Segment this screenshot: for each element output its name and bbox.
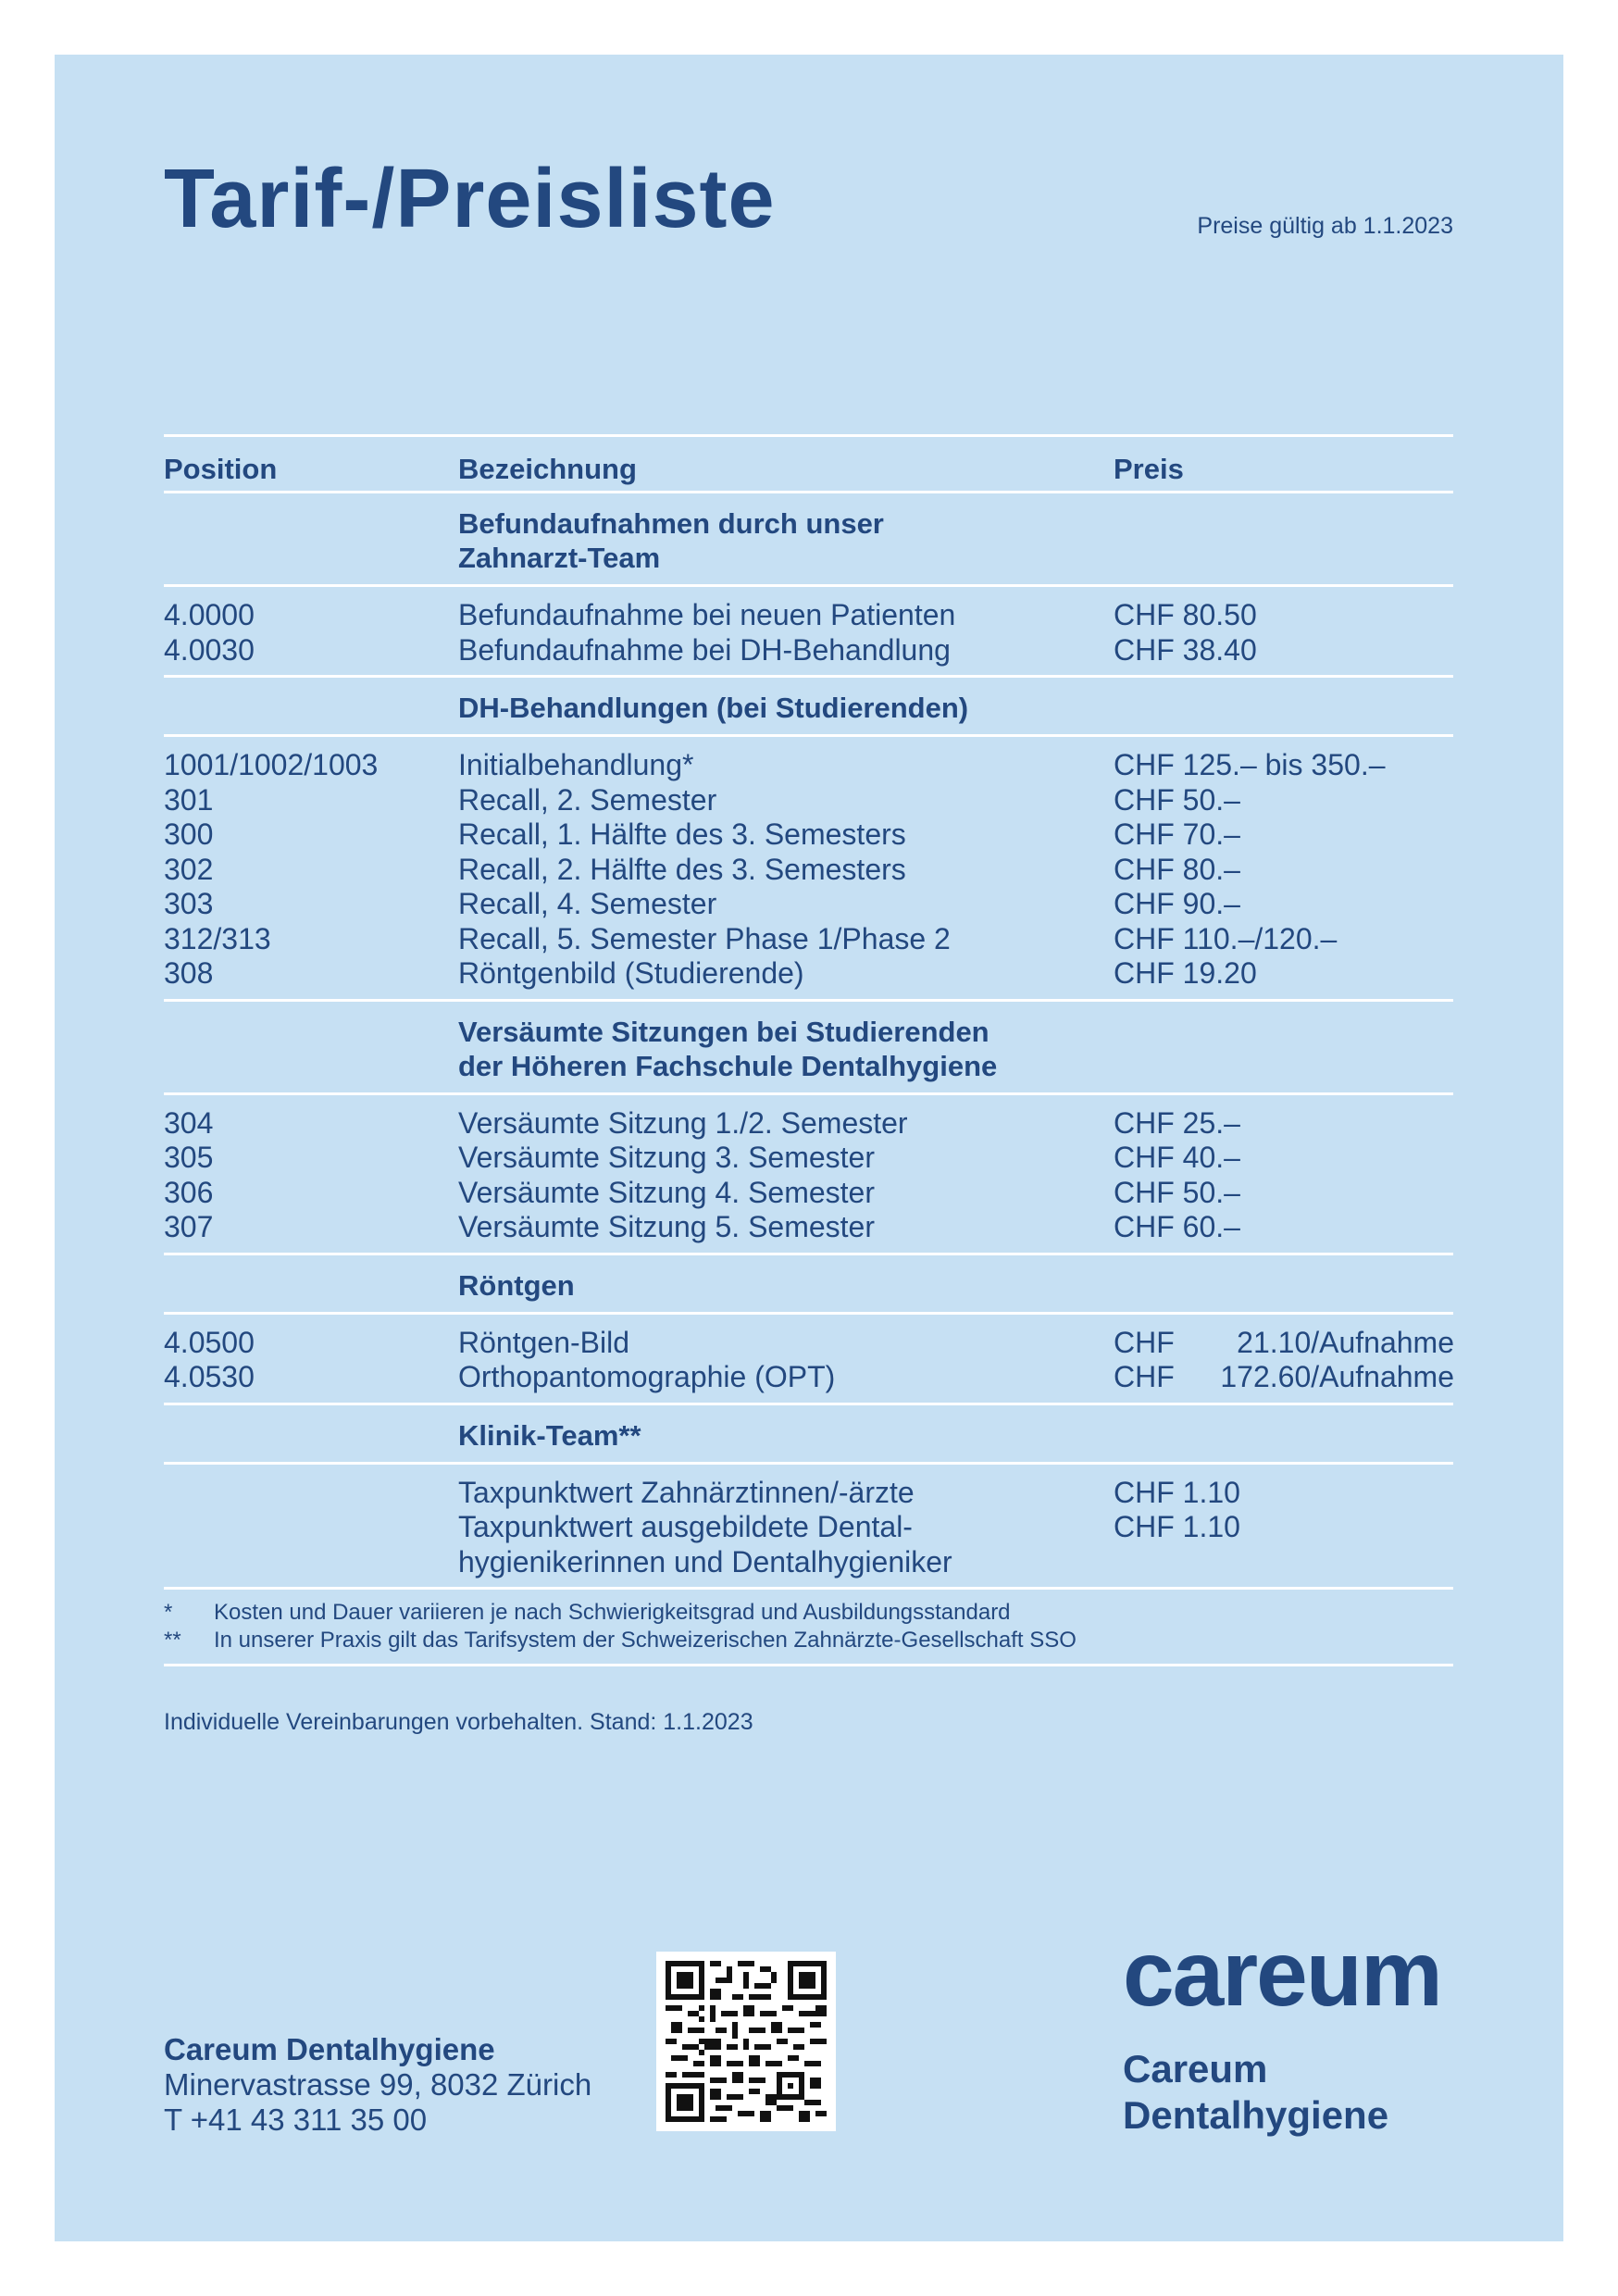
row-price: CHF 40.– xyxy=(1114,1141,1240,1174)
price-value: 172.60/Aufnahme xyxy=(1220,1360,1454,1393)
row-position: 312/313 xyxy=(164,921,271,955)
row-label: Recall, 2. Hälfte des 3. Semesters xyxy=(458,852,906,886)
table-row xyxy=(164,1510,1453,1545)
row-price: CHF 38.40 xyxy=(1114,632,1257,667)
footnote xyxy=(164,1627,1453,1654)
row-label: Röntgenbild (Studierende) xyxy=(458,956,804,990)
row-price xyxy=(1114,1326,1454,1360)
table-row xyxy=(164,1141,1453,1176)
footnotes xyxy=(164,1590,1453,1664)
row-position: 1001/1002/1003 xyxy=(164,748,379,781)
row-position: 308 xyxy=(164,956,214,990)
row-label: Recall, 4. Semester xyxy=(458,887,717,920)
table-row xyxy=(164,817,1453,853)
group-title-line: Versäumte Sitzungen bei Studierenden xyxy=(458,1015,989,1048)
group-title xyxy=(164,1002,1453,1092)
group-title-line: Befundaufnahmen durch unser xyxy=(458,507,884,540)
qr-code-graphic xyxy=(666,1961,827,2122)
row-position: 301 xyxy=(164,782,214,817)
row-price xyxy=(1114,1360,1454,1394)
group-title-line: Röntgen xyxy=(458,1268,575,1302)
individual-note: Individuelle Vereinbarungen vorbehalten. Stand: 1.1.2023 xyxy=(164,1709,753,1735)
row-price: CHF 50.– xyxy=(1114,1175,1240,1209)
row-label: hygienikerinnen und Dentalhygieniker xyxy=(458,1544,952,1578)
row-label: Befundaufnahme bei DH-Behandlung xyxy=(458,632,951,667)
row-label: Recall, 1. Hälfte des 3. Semesters xyxy=(458,817,906,851)
footnote-mark: * xyxy=(164,1600,173,1625)
row-price: CHF 110.–/120.– xyxy=(1114,921,1338,955)
group-title-line: DH-Behandlungen (bei Studierenden) xyxy=(458,692,969,724)
divider xyxy=(164,1664,1453,1666)
group-rows xyxy=(164,737,1453,999)
row-price: CHF 1.10 xyxy=(1114,1510,1240,1543)
group-title xyxy=(164,678,1453,734)
header-position: Position xyxy=(164,453,278,485)
group-title xyxy=(164,1405,1453,1462)
row-label: Befundaufnahme bei neuen Patienten xyxy=(458,598,956,631)
price-prefix: CHF xyxy=(1114,1360,1175,1393)
validity-note: Preise gültig ab 1.1.2023 xyxy=(1197,213,1453,239)
table-row xyxy=(164,853,1453,888)
row-label: Versäumte Sitzung 1./2. Semester xyxy=(458,1105,908,1140)
row-label: Röntgen-Bild xyxy=(458,1325,629,1359)
table-row xyxy=(164,1326,1453,1361)
table-row xyxy=(164,956,1453,992)
row-label: Taxpunktwert ausgebildete Dental- xyxy=(458,1510,913,1543)
price-value: 21.10/Aufnahme xyxy=(1237,1325,1454,1359)
row-price: CHF 80.50 xyxy=(1114,598,1257,631)
price-table xyxy=(164,434,1453,1666)
row-label: Versäumte Sitzung 5. Semester xyxy=(458,1210,875,1243)
table-row xyxy=(164,1106,1453,1142)
footnote-mark: ** xyxy=(164,1628,181,1653)
address-street: Minervastrasse 99, 8032 Zürich xyxy=(164,2067,592,2102)
row-position: 4.0500 xyxy=(164,1325,255,1359)
brand-name xyxy=(1123,2046,1388,2139)
row-label: Versäumte Sitzung 3. Semester xyxy=(458,1141,875,1174)
address-name: Careum Dentalhygiene xyxy=(164,2032,495,2066)
row-position: 4.0030 xyxy=(164,632,255,667)
header-price: Preis xyxy=(1114,453,1184,485)
price-prefix: CHF xyxy=(1114,1325,1175,1359)
address-phone[interactable]: T +41 43 311 35 00 xyxy=(164,2103,428,2137)
group-rows xyxy=(164,1315,1453,1403)
group-title-line: Klinik-Team** xyxy=(458,1418,641,1452)
table-row xyxy=(164,1210,1453,1245)
header-label: Bezeichnung xyxy=(458,453,637,485)
row-price: CHF 80.– xyxy=(1114,852,1240,886)
careum-logo: careum xyxy=(1123,1922,1441,2026)
row-label: Orthopantomographie (OPT) xyxy=(458,1360,836,1393)
row-price: CHF 125.– bis 350.– xyxy=(1114,748,1386,781)
footnote-text: In unserer Praxis gilt das Tarifsystem der Schweizerischen Zahnärzte-Gesellschaft SSO xyxy=(214,1628,1077,1653)
address-block xyxy=(164,2032,591,2138)
row-position: 307 xyxy=(164,1210,214,1243)
table-row xyxy=(164,633,1453,668)
row-price: CHF 70.– xyxy=(1114,817,1240,851)
group-rows xyxy=(164,1465,1453,1588)
row-position: 306 xyxy=(164,1175,214,1209)
group-title xyxy=(164,493,1453,584)
row-position: 4.0000 xyxy=(164,598,255,631)
row-label: Recall, 2. Semester xyxy=(458,782,717,817)
row-price: CHF 90.– xyxy=(1114,887,1240,920)
row-position: 305 xyxy=(164,1141,214,1174)
row-label: Initialbehandlung* xyxy=(458,748,694,781)
footnote xyxy=(164,1599,1453,1627)
group-rows xyxy=(164,1095,1453,1253)
row-price: CHF 19.20 xyxy=(1114,956,1257,990)
page-title: Tarif-/Preisliste xyxy=(164,153,776,245)
brand-line: Careum xyxy=(1123,2047,1268,2090)
row-position: 4.0530 xyxy=(164,1360,255,1393)
table-row xyxy=(164,748,1453,783)
row-label: Recall, 5. Semester Phase 1/Phase 2 xyxy=(458,921,951,955)
row-position: 304 xyxy=(164,1105,214,1140)
table-row xyxy=(164,598,1453,633)
table-row xyxy=(164,887,1453,922)
table-row xyxy=(164,922,1453,957)
footnote-text: Kosten und Dauer variieren je nach Schwierigkeitsgrad und Ausbildungsstandard xyxy=(214,1600,1011,1625)
brand-line: Dentalhygiene xyxy=(1123,2093,1389,2137)
row-price: CHF 25.– xyxy=(1114,1105,1240,1140)
row-price: CHF 50.– xyxy=(1114,782,1240,817)
table-row xyxy=(164,783,1453,818)
table-header xyxy=(164,437,1453,491)
table-row xyxy=(164,1360,1453,1395)
qr-code-icon[interactable] xyxy=(656,1952,836,2131)
table-row xyxy=(164,1176,1453,1211)
row-position: 303 xyxy=(164,887,214,920)
group-title xyxy=(164,1255,1453,1312)
row-position: 302 xyxy=(164,852,214,886)
table-row xyxy=(164,1545,1453,1580)
group-title-line: Zahnarzt-Team xyxy=(458,542,661,574)
row-position: 300 xyxy=(164,817,214,851)
row-label: Versäumte Sitzung 4. Semester xyxy=(458,1175,875,1209)
table-row xyxy=(164,1476,1453,1511)
row-price: CHF 1.10 xyxy=(1114,1475,1240,1509)
group-title-line: der Höheren Fachschule Dentalhygiene xyxy=(458,1049,998,1082)
row-price: CHF 60.– xyxy=(1114,1210,1240,1243)
group-rows xyxy=(164,587,1453,675)
row-label: Taxpunktwert Zahnärztinnen/-ärzte xyxy=(458,1475,915,1509)
